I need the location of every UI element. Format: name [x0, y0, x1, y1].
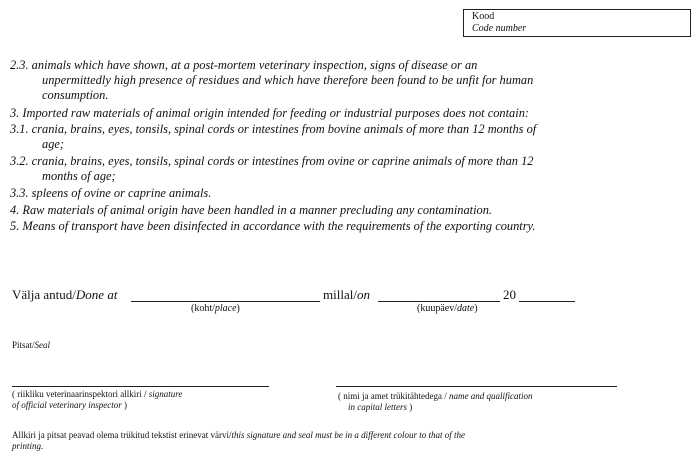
item-3-2-line-1: 3.2. crania, brains, eyes, tonsils, spinal cords or intestines from ovine or caprine animals of more than 12 — [10, 154, 534, 168]
done-at-label-en: Done at — [75, 287, 118, 302]
item-2-3-line-1: 2.3. animals which have shown, at a post-mortem veterinary inspection, signs of disease or an — [10, 58, 478, 72]
year-line[interactable] — [519, 301, 575, 302]
done-at-label-et: Välja antud/ — [12, 287, 76, 302]
item-5: 5. Means of transport have been disinfected in accordance with the requirements of the exporting country. — [10, 219, 536, 233]
item-2-3-line-2: unpermittedly high presence of residues and which have therefore been found to be unfit for human — [42, 73, 534, 87]
date-line[interactable] — [378, 301, 500, 302]
inspector-signature-line[interactable] — [12, 386, 269, 387]
name-qualification-caption: ( nimi ja amet trükitähtedega / name and qualification in capital letters ) — [338, 391, 533, 412]
code-label-en: Code number — [472, 23, 527, 34]
item-2-3-line-3: consumption. — [42, 88, 109, 102]
inspector-signature-caption: ( riikliku veterinaarinspektori allkiri / signature of official veterinary inspector ) — [12, 389, 183, 410]
code-number-box — [463, 9, 691, 37]
on-label: millal/on — [323, 287, 370, 302]
place-caption: (koht/place) — [191, 303, 240, 314]
place-line[interactable] — [131, 301, 320, 302]
item-3-1-line-1: 3.1. crania, brains, eyes, tonsils, spinal cords or intestines from bovine animals of more than 12 months of — [10, 122, 537, 136]
item-4: 4. Raw materials of animal origin have been handled in a manner precluding any contamination. — [10, 203, 493, 217]
item-3-2-line-2: months of age; — [42, 169, 116, 183]
date-caption: (kuupäev/date) — [417, 303, 478, 314]
done-at-label — [12, 287, 117, 303]
item-3-1-line-2: age; — [42, 137, 65, 151]
seal-label: Pitsat/Seal — [12, 340, 51, 350]
code-label: Kood — [472, 11, 495, 22]
item-3-3: 3.3. spleens of ovine or caprine animals. — [10, 186, 212, 200]
year-prefix: 20 — [503, 287, 516, 302]
colour-footnote: Allkiri ja pitsat peavad olema trükitud tekstist erinevat värvi/this signature and seal must be in a different colour to that of the printing. — [12, 430, 466, 451]
name-qualification-line[interactable] — [336, 386, 617, 387]
item-3: 3. Imported raw materials of animal origin intended for feeding or industrial purposes does not contain: — [10, 106, 530, 120]
